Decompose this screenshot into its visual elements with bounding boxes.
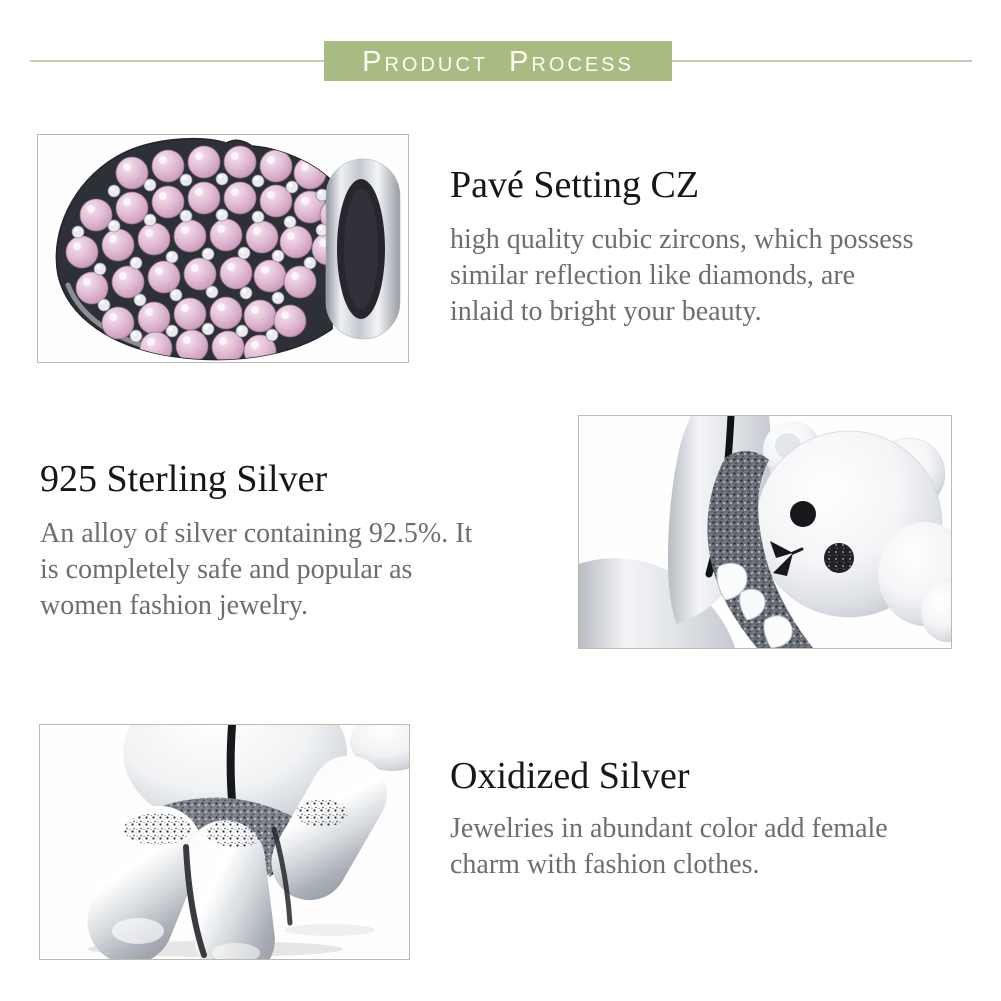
body-line: is completely safe and popular as: [40, 554, 413, 585]
body-line: charm with fashion clothes.: [450, 849, 760, 880]
body-line: Jewelries in abundant color add female: [450, 813, 888, 844]
body-line: An alloy of silver containing 92.5%. It: [40, 518, 473, 549]
section-body-oxidized: [450, 811, 888, 883]
photo-frame-bear: [578, 415, 952, 649]
photo-frame-pave: [37, 134, 409, 363]
body-line: inlaid to bright your beauty.: [450, 296, 762, 327]
page-title: Product Process: [362, 45, 634, 78]
teddy-bear-charm-photo: [579, 416, 951, 648]
pave-heart-charm-photo: [38, 135, 408, 362]
body-line: similar reflection like diamonds, are: [450, 260, 856, 291]
section-title-oxidized: Oxidized Silver: [450, 755, 690, 797]
photo-frame-legs: [39, 724, 410, 960]
section-body-sterling: [40, 516, 472, 624]
body-line: high quality cubic zircons, which possess: [450, 224, 914, 255]
section-title-sterling: 925 Sterling Silver: [40, 458, 328, 500]
oxidized-silver-legs-photo: [40, 725, 409, 959]
header-title-band: [324, 41, 672, 81]
body-line: women fashion jewelry.: [40, 590, 308, 621]
section-title-pave: Pavé Setting CZ: [450, 164, 700, 206]
section-body-pave: [450, 222, 913, 330]
